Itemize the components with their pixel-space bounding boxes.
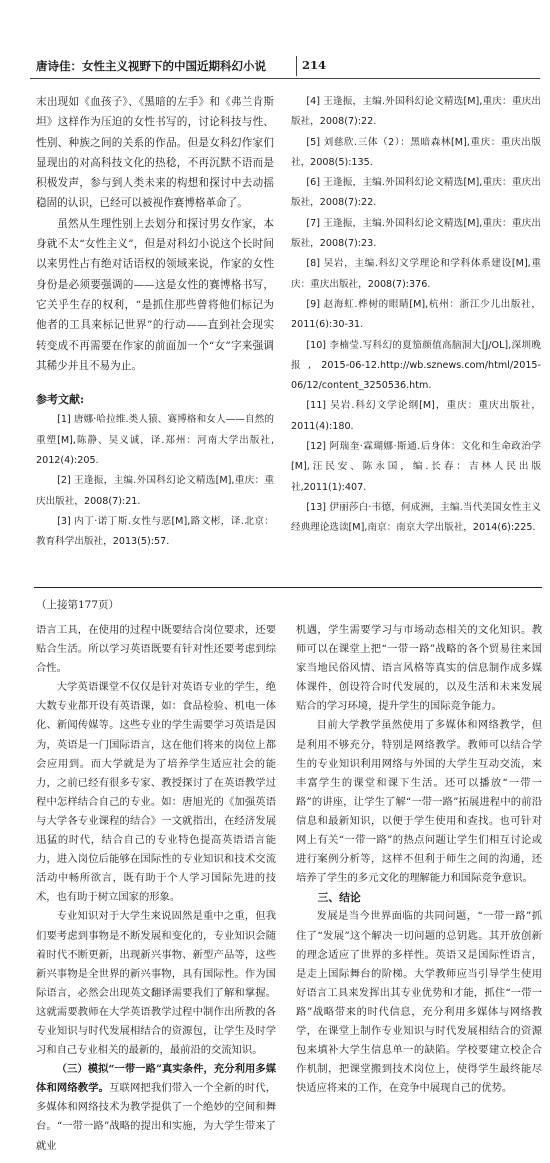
body-paragraph: 大学英语课堂不仅仅是针对英语专业的学生，绝大数专业都开设有英语课，如：食品检验、机电一体化、新闻传媒等。这些专业的学生需要学习英语是因为，英语是一门国际语言，这在他们将来的岗位上都会应用到。而大学就是为了培养学生适应社会的能力，之前已经有很多专家、教授探讨了在英语教学过程中怎样结合自己的专业。如：唐旭光的《加强英语与大学各专业课程的结合》一文就指出，在经济发展迅猛的时代，结合自己的专业特色提高英语语言能力，进入岗位后能够在国际性的专业知识和技术交流活动中畅所欲言，既有助于个人学习国际先进的技术，也有助于树立国家的形象。: [36, 681, 276, 904]
subsection-heading: （三）模拟“一带一路”真实条件，充分利用多媒体和网络教学。: [36, 1063, 276, 1095]
body-paragraph: 语言工具，在使用的过程中既要结合岗位要求，还要贴合生活。所以学习英语既要有针对性还要考虑到综合性。: [36, 624, 276, 675]
running-title: 唐诗佳：女性主义视野下的中国近期科幻小说: [36, 59, 266, 73]
reference-item: [8] 吴岩，主编.科幻文学理论和学科体系建设[M],重庆：重庆出版社，2008(7):376.: [291, 258, 541, 290]
body-paragraph: 机遇，学生需要学习与市场动态相关的文化知识。教师可以在课堂上把“一带一路”战略的各个贸易往来国家当地民俗风情、语言风格等真实的信息制作成多媒体课件，创设符合时代发展的，以及生活和未来发展贴合的学习环境，提升学生的国际竞争能力。: [296, 624, 542, 713]
page-number: 214: [302, 58, 327, 72]
lower-left-column: [36, 621, 276, 1156]
body-paragraph: 目前大学教学虽然使用了多媒体和网络教学，但是利用不够充分，特别是网络教学。教师可以结合学生的专业知识利用网络与外国的大学生互动交流，来丰富学生的课堂和课下生活。还可以播放“一带一路”的讲座，让学生了解“一带一路”拓展进程中的前沿信息和最新知识，以便于学生使用和查找。也可针对网上有关“一带一路”的热点问题让学生们相互讨论或进行案例分析等，这样不但利于师生之间的沟通，还培养了学生的多元文化的理解能力和国际竞争意识。: [296, 719, 542, 885]
body-paragraph: [36, 1060, 276, 1155]
continuation-note: （上接第177页）: [36, 599, 120, 611]
reference-item: [5] 刘慈欣.三体（2）：黑暗森林[M],重庆：重庆出版社，2008(5):135.: [291, 136, 541, 168]
reference-item: [3] 内丁·诺丁斯.女性与恶[M],路文彬，译.北京：教育科学出版社，2013(5):57.: [36, 515, 274, 548]
reference-item: [12] 阿瑞奎·霖瑚娜·斯通.后身体：文化和生命政治学[M],汪民安、陈永国，编.长春：吉林人民出版社,2011(1):407.: [291, 441, 541, 493]
section-divider: [34, 587, 542, 588]
upper-left-column: [36, 92, 274, 553]
reference-item: [4] 王逢振，主编.外国科幻论文精选[M],重庆：重庆出版社，2008(7):22.: [291, 96, 541, 128]
reference-item: [11] 吴岩.科幻文学论纲[M]，重庆：重庆出版社，2011(4):180.: [291, 400, 541, 432]
reference-item: [7] 王逢振，主编.外国科幻论文精选[M],重庆：重庆出版社，2008(7):23.: [291, 217, 541, 250]
header-rule: [30, 78, 540, 79]
reference-item: [9] 赵海虹.桦树的眼睛[M],杭州：浙江少儿出版社，2011(6):30-31.: [291, 298, 541, 331]
body-paragraph: 专业知识对于大学生来说固然是重中之重，但我们要考虑到事物是不断发展和变化的，专业知识会随着时代不断更新，出现新兴事物、新型产品等，这些新兴事物是全世界的新兴事物，具有国际性。作为国际语言，必然会出现英文翻译需要我们了解和掌握。这就需要教师在大学英语教学过程中制作出所教的各专业知识与时代发展相结合的资源包，让学生及时学习和自己专业相关的最新的，最前沿的交流知识。: [36, 910, 276, 1057]
reference-item: [1] 唐娜·哈拉维.类人猿、赛博格和女人——自然的重塑[M],陈静、吴义诚，译.郑州：河南大学出版社, 2012(4):205.: [36, 414, 274, 467]
running-header: [0, 52, 550, 78]
body-paragraph: 发展是当今世界面临的共同问题，“一带一路”抓住了“发展”这个解决一切问题的总钥匙。其开放创新的理念适应了世界的多样性。英语又是国际性语言，是走上国际舞台的阶梯。大学教师应当引导学生使用好语言工具来发挥出其专业优势和才能，抓住“一带一路”战略带来的时代信息，充分利用多媒体与网络教学，在课堂上制作专业知识与时代发展相结合的资源包来填补大学生信息单一的缺陷。学校要建立校企合作机制，把课堂搬到技术岗位上，使得学生最终能尽快适应将来的工作，在竞争中展现自己的优势。: [296, 910, 542, 1095]
section-heading: 三、结论: [317, 891, 361, 905]
upper-right-column: [291, 92, 541, 539]
reference-item: [6] 王逢振，主编.外国科幻论文精选[M],重庆：重庆出版社，2008(7):22.: [291, 177, 541, 209]
subsection-body: 互联网把我们带入一个全新的时代，多媒体和网络技术为教学提供了一个绝妙的空间和舞台。“一带一路”战略的提出和实施，为大学生带来了就业: [36, 1082, 277, 1152]
reference-item: [10] 李楠莹.写科幻的夏笳颜值高脑洞大[J/OL],深圳晚报, 2015-06-12.http://wb.sznews.com/html/2015-06/12/content_3250536.htm.: [291, 339, 541, 392]
body-paragraph: 末出现如《血孩子》、《黑暗的左手》和《弗兰肯斯坦》这样作为压迫的女性书写的，讨论科技与性、性别、种族之间的关系的作品。但是女科幻作家们显现出的对高科技文化的热稔，不再沉默不语而是积极发声，参与到人类未来的构想和探讨中去动摇稳固的认识，已经可以被视作赛博格革命了。: [36, 96, 274, 210]
lower-right-column: [296, 621, 542, 1098]
reference-item: [2] 王逢振，主编.外国科幻论文精选[M],重庆：重庆出版社，2008(7):21.: [36, 475, 274, 507]
references-heading: 参考文献:: [36, 393, 85, 407]
reference-item: [13] 伊丽莎白·韦德，何成洲，主编.当代美国女性主义经典理论选读[M],南京：南京大学出版社，2014(6):225.: [291, 501, 541, 534]
body-paragraph: 虽然从生理性别上去划分和探讨男女作家，本身就不太“女性主义”，但是对科幻小说这个长时间以来男性占有绝对话语权的领域来说，作家的女性身份是必须要强调的——这是女性的赛博格书写，它关乎生存的权利，“是抓住那些曾将他们标记为他者的工具来标记世界”的行动——直到社会现实转变成不再需要在作家的前面加一个“女”字来强调其稀少并且不易为止。: [36, 217, 274, 372]
header-separator: [296, 56, 297, 76]
